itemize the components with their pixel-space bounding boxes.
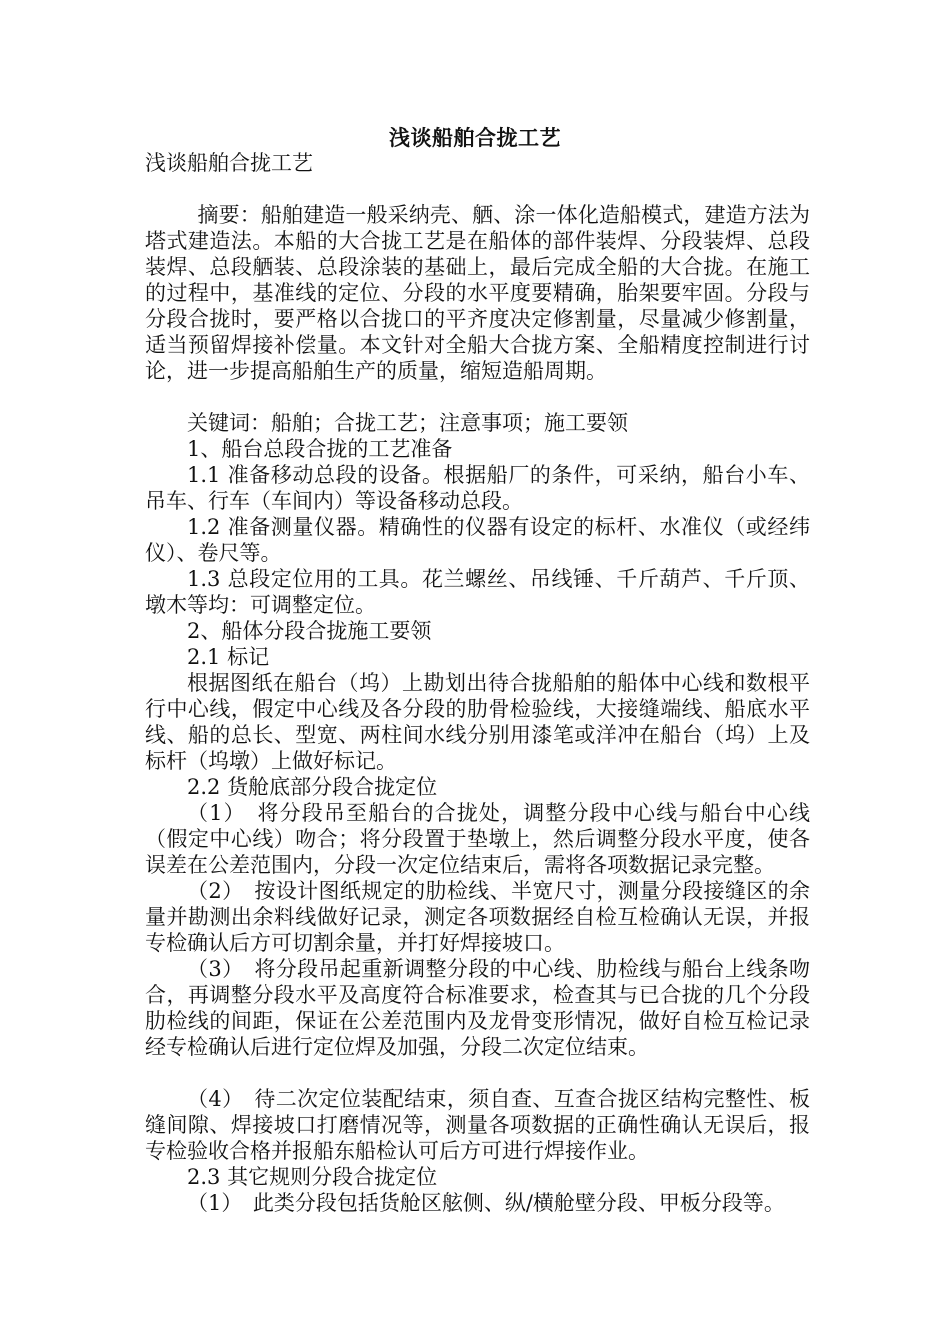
keywords-line: 关键词：船舶；合拢工艺；注意事项；施工要领 — [187, 411, 628, 435]
spacer — [145, 176, 810, 202]
paragraph-2-2-1: （1） 将分段吊至船台的合拢处，调整分段中心线与船台中心线（假定中心线）吻合；将分段置于垫墩上，然后调整分段水平度，使各误差在公差范围内，分段一次定位结束后，需将各项数据记录完整。 — [145, 801, 810, 877]
paragraph-2-2-2: （2） 按设计图纸规定的肋检线、半宽尺寸，测量分段接缝区的余量并勘测出余料线做好记录，测定各项数据经自检互检确认无误，并报专检确认后方可切割余量，并打好焊接坡口。 — [145, 879, 810, 955]
subheading-2-3: 2.3 其它规则分段合拢定位 — [187, 1165, 438, 1189]
section-heading-1: 1、船台总段合拢的工艺准备 — [187, 437, 453, 461]
paragraph-1-1: 1.1 准备移动总段的设备。根据船厂的条件，可采纳，船台小车、吊车、行车（车间内）等设备移动总段。 — [145, 463, 810, 513]
paragraph-1-3: 1.3 总段定位用的工具。花兰螺丝、吊线锤、千斤葫芦、千斤顶、墩木等均：可调整定位。 — [145, 567, 810, 617]
spacer — [145, 1060, 810, 1086]
document-subtitle: 浅谈船舶合拢工艺 — [145, 151, 313, 175]
section-heading-2: 2、船体分段合拢施工要领 — [187, 619, 432, 643]
abstract-paragraph: 摘要：船舶建造一般采纳壳、舾、涂一体化造船模式，建造方法为塔式建造法。本船的大合拢工艺是在船体的部件装焊、分段装焊、总段装焊、总段舾装、总段涂装的基础上，最后完成全船的大合拢。在施工的过程中，基准线的定位、分段的水平度要精确，胎架要牢固。分段与分段合拢时，要严格以合拢口的平齐度决定修割量，尽量减少修割量，适当预留焊接补偿量。本文针对全船大合拢方案、全船精度控制进行讨论，进一步提高船舶生产的质量，缩短造船周期。 — [145, 203, 810, 383]
paragraph-2-1: 根据图纸在船台（坞）上勘划出待合拢船舶的船体中心线和数根平行中心线，假定中心线及各分段的肋骨检验线，大接缝端线、船底水平线、船的总长、型宽、两柱间水线分别用漆笔或洋冲在船台（坞）上及标杆（坞墩）上做好标记。 — [145, 671, 810, 773]
document-body — [145, 150, 810, 1216]
paragraph-2-2-3: （3） 将分段吊起重新调整分段的中心线、肋检线与船台上线条吻合，再调整分段水平及高度符合标准要求，检查其与已合拢的几个分段肋检线的间距，保证在公差范围内及龙骨变形情况，做好自检互检记录经专检确认后进行定位焊及加强，分段二次定位结束。 — [145, 957, 810, 1059]
subheading-2-1: 2.1 标记 — [187, 645, 270, 669]
spacer — [145, 384, 810, 410]
subheading-2-2: 2.2 货舱底部分段合拢定位 — [187, 775, 438, 799]
document-title: 浅谈船舶合拢工艺 — [389, 125, 561, 150]
paragraph-1-2: 1.2 准备测量仪器。精确性的仪器有设定的标杆、水准仪（或经纬仪）、卷尺等。 — [145, 515, 810, 565]
paragraph-2-2-4: （4） 待二次定位装配结束，须自查、互查合拢区结构完整性、板缝间隙、焊接坡口打磨情况等，测量各项数据的正确性确认无误后，报专检验收合格并报船东船检认可后方可进行焊接作业。 — [145, 1087, 810, 1163]
paragraph-2-3-1: （1） 此类分段包括货舱区舷侧、纵/横舱壁分段、甲板分段等。 — [187, 1191, 785, 1215]
